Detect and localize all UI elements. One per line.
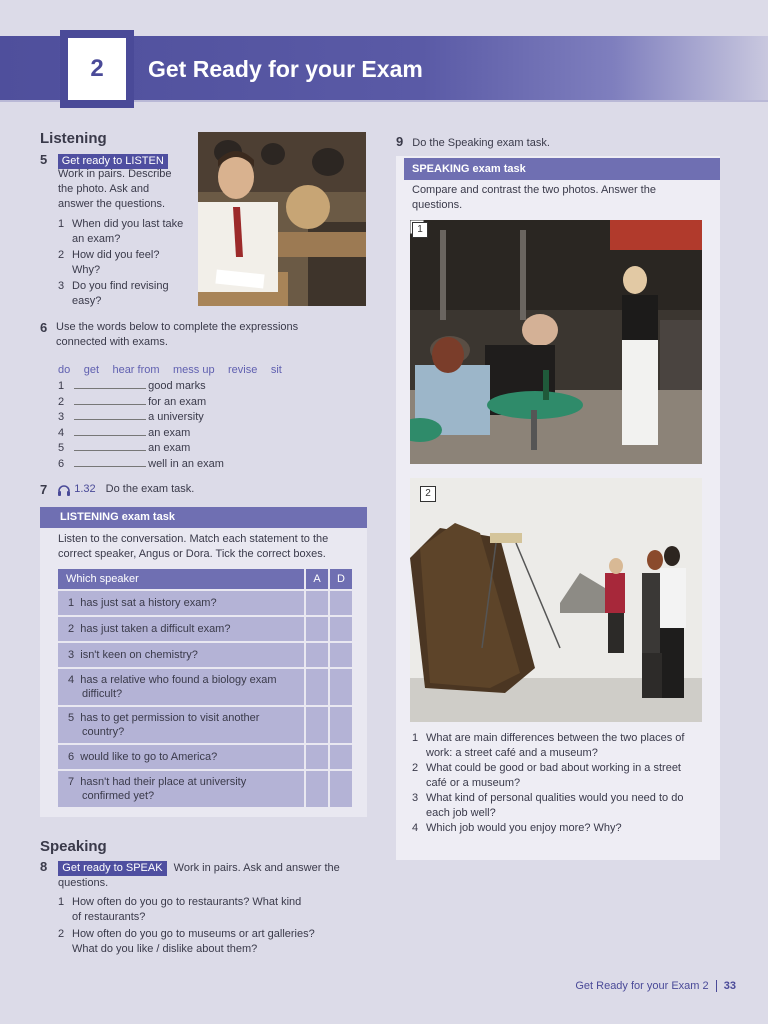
exercise-number: 5 [40, 152, 48, 167]
tick-box-a[interactable] [304, 771, 328, 807]
question-item [412, 791, 712, 821]
museum-photo [410, 478, 702, 722]
instr-line: connected with exams. [56, 336, 168, 348]
statement-text: has just taken a difficult exam? [80, 623, 231, 635]
tick-box-d[interactable] [328, 707, 352, 743]
question-item [58, 927, 358, 957]
item-text: well in an exam [148, 457, 224, 470]
exercise-7 [40, 482, 194, 497]
question-number: 1 [412, 732, 419, 744]
instr-line: Compare and contrast the two photos. Answer the [412, 184, 656, 196]
question-text: How often do you go to restaurants? What kind [72, 896, 302, 908]
question-item [412, 761, 712, 791]
statement-number: 3 [68, 649, 75, 661]
question-text: How did you feel? [72, 249, 160, 261]
question-number: 2 [412, 762, 419, 774]
statement-text: difficult? [82, 688, 123, 700]
listening-task-instructions [58, 532, 358, 562]
column-a-header: A [304, 569, 328, 589]
question-item [58, 895, 358, 925]
speaking-task-instructions [412, 183, 712, 213]
instr-line: Listen to the conversation. Match each statement to the [58, 533, 329, 545]
statement-number: 6 [68, 751, 75, 763]
footer-text: Get Ready for your Exam 2 [575, 980, 709, 992]
question-text: Which job would you enjoy more? Why? [426, 822, 622, 834]
table-row [58, 707, 352, 743]
get-ready-listen-tag: Get ready to LISTEN [58, 154, 168, 169]
instr-line: Work in pairs. Describe [58, 168, 172, 180]
statement-cell [58, 707, 304, 743]
fill-in-item [58, 379, 224, 395]
question-text: What do you like / dislike about them? [72, 943, 258, 955]
photo-1-label: 1 [412, 222, 428, 238]
statement-number: 7 [68, 776, 75, 788]
statement-text: confirmed yet? [82, 790, 155, 802]
table-row [58, 643, 352, 667]
statement-text: isn't keen on chemistry? [80, 649, 198, 661]
tick-box-d[interactable] [328, 617, 352, 641]
get-ready-speak-tag: Get ready to SPEAK [58, 861, 166, 876]
instr-line: questions. [412, 199, 463, 211]
tick-box-a[interactable] [304, 707, 328, 743]
question-text: What are main differences between the two places of [426, 732, 685, 744]
answer-blank[interactable] [74, 458, 146, 467]
tick-box-a[interactable] [304, 617, 328, 641]
table-row [58, 771, 352, 807]
tick-box-d[interactable] [328, 643, 352, 667]
statement-text: hasn't had their place at university [80, 776, 247, 788]
word-bank-item: revise [228, 364, 258, 376]
listening-heading: Listening [40, 130, 107, 147]
answer-blank[interactable] [74, 442, 146, 451]
question-text: When did you last take [72, 218, 184, 230]
item-text: an exam [148, 426, 191, 439]
fill-in-item [58, 457, 224, 473]
word-bank-item: mess up [172, 364, 215, 376]
statement-cell [58, 669, 304, 705]
tick-box-d[interactable] [328, 591, 352, 615]
table-row [58, 669, 352, 705]
exercise-9 [396, 134, 550, 151]
fill-in-item [58, 441, 224, 457]
audio-track-number: 1.32 [74, 483, 96, 495]
exercise-5-instructions [58, 167, 198, 212]
exercise-9-questions [412, 731, 712, 836]
statement-cell [58, 617, 304, 641]
statement-number: 2 [68, 623, 75, 635]
footer-divider [716, 980, 717, 992]
question-item [58, 248, 198, 278]
instr-line: the photo. Ask and [58, 183, 150, 195]
item-text: for an exam [148, 395, 207, 408]
speaking-heading: Speaking [40, 838, 107, 855]
statement-text: would like to go to America? [80, 751, 218, 763]
question-number: 3 [58, 280, 65, 292]
question-text: Do you find revising [72, 280, 169, 292]
fill-in-item [58, 426, 224, 442]
exercise-9-instruction: Do the Speaking exam task. [412, 137, 550, 149]
word-bank-item: sit [270, 364, 282, 376]
tick-box-a[interactable] [304, 643, 328, 667]
word-bank-item: get [83, 364, 99, 376]
answer-blank[interactable] [74, 411, 146, 420]
exam-hall-photo [198, 132, 366, 306]
exercise-number: 6 [40, 320, 48, 335]
question-text: easy? [72, 295, 102, 307]
item-text: good marks [148, 380, 206, 392]
page-title: Get Ready for your Exam [148, 56, 423, 82]
statement-number: 5 [68, 712, 75, 724]
exercise-5-questions [58, 217, 198, 309]
table-header-row [58, 569, 352, 589]
exercise-number: 7 [40, 482, 48, 497]
table-header-label: Which speaker [58, 569, 304, 589]
tick-box-a[interactable] [304, 745, 328, 769]
statement-text: country? [82, 726, 125, 738]
tick-box-d[interactable] [328, 771, 352, 807]
answer-blank[interactable] [74, 427, 146, 436]
instr-line: Work in pairs. Ask and answer the [173, 862, 340, 874]
item-number: 5 [58, 442, 65, 454]
question-number: 1 [58, 896, 65, 908]
street-cafe-photo [410, 220, 702, 464]
statement-cell [58, 643, 304, 667]
instr-line: answer the questions. [58, 198, 166, 210]
question-text: How often do you go to museums or art galleries? [72, 928, 315, 940]
word-bank-item: do [58, 364, 71, 376]
exercise-6 [40, 320, 360, 350]
question-number: 3 [412, 792, 419, 804]
listening-task-title: LISTENING exam task [40, 507, 367, 528]
question-number: 4 [412, 822, 419, 834]
table-row [58, 617, 352, 641]
statement-cell [58, 591, 304, 615]
unit-number-box [60, 30, 134, 108]
item-number: 1 [58, 380, 65, 392]
item-number: 2 [58, 395, 65, 408]
photo-2-label: 2 [420, 486, 436, 502]
item-number: 3 [58, 411, 65, 423]
question-item [58, 217, 198, 247]
exercise-7-instruction: Do the exam task. [105, 483, 195, 495]
question-text: What kind of personal qualities would you need to do [426, 792, 684, 804]
item-text: an exam [148, 442, 191, 454]
tick-box-d[interactable] [328, 745, 352, 769]
speaking-task-title: SPEAKING exam task [404, 158, 720, 180]
tick-box-a[interactable] [304, 669, 328, 705]
statement-cell [58, 745, 304, 769]
table-row [58, 591, 352, 615]
which-speaker-table [58, 567, 352, 809]
question-text: What could be good or bad about working in a street [426, 762, 681, 774]
unit-number: 2 [68, 38, 126, 100]
page-footer [575, 980, 736, 992]
question-item [58, 279, 198, 309]
tick-box-d[interactable] [328, 669, 352, 705]
exercise-8-questions [58, 895, 358, 957]
audio-headphones-icon[interactable] [57, 483, 71, 497]
question-number: 2 [58, 928, 65, 940]
fill-in-item [58, 410, 224, 426]
exercise-number: 9 [396, 134, 404, 149]
item-number: 6 [58, 457, 65, 470]
instr-line: questions. [58, 877, 109, 889]
answer-blank[interactable] [74, 396, 146, 405]
question-item [412, 821, 712, 836]
fill-in-item [58, 395, 224, 411]
table-row [58, 745, 352, 769]
tick-box-a[interactable] [304, 591, 328, 615]
fill-in-list [58, 379, 224, 472]
statement-text: has just sat a history exam? [80, 597, 217, 609]
word-bank [58, 360, 291, 378]
word-bank-item: hear from [112, 364, 160, 376]
statement-text: has a relative who found a biology exam [80, 674, 277, 686]
statement-cell [58, 771, 304, 807]
question-number: 1 [58, 218, 65, 230]
page-number: 33 [723, 980, 736, 992]
statement-number: 1 [68, 597, 75, 609]
question-text: each job well? [426, 807, 496, 819]
exercise-number: 8 [40, 859, 48, 874]
item-text: a university [148, 411, 204, 423]
instr-line: correct speaker, Angus or Dora. Tick the correct boxes. [58, 548, 326, 560]
item-number: 4 [58, 426, 65, 439]
answer-blank[interactable] [74, 380, 146, 389]
column-d-header: D [328, 569, 352, 589]
statement-text: has to get permission to visit another [80, 712, 260, 724]
statement-number: 4 [68, 674, 75, 686]
question-number: 2 [58, 249, 65, 261]
question-item [412, 731, 712, 761]
question-text: café or a museum? [426, 777, 521, 789]
question-text: work: a street café and a museum? [426, 747, 598, 759]
exercise-8 [40, 859, 360, 891]
question-text: of restaurants? [72, 911, 146, 923]
question-text: Why? [72, 264, 101, 276]
instr-line: Use the words below to complete the expressions [56, 321, 299, 333]
question-text: an exam? [72, 233, 121, 245]
